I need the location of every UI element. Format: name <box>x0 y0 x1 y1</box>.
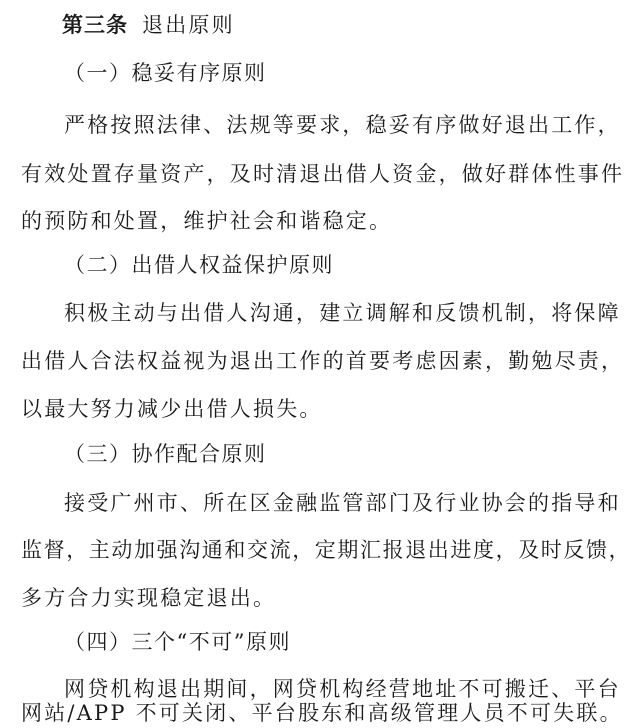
paragraph-line: 网站/APP 不可关闭、平台股东和高级管理人员不可失联。 <box>21 701 623 725</box>
paragraph-line: 网贷机构退出期间，网贷机构经营地址不可搬迁、平台 <box>64 677 621 701</box>
paragraph-line: 多方合力实现稳定退出。 <box>21 586 277 610</box>
paragraph-line: 严格按照法律、法规等要求，稳妥有序做好退出工作， <box>64 113 621 137</box>
section-heading: （四）三个“不可”原则 <box>64 630 291 654</box>
article-title: 退出原则 <box>142 13 235 37</box>
paragraph-line: 接受广州市、所在区金融监管部门及行业协会的指导和 <box>64 491 621 515</box>
paragraph-line: 出借人合法权益视为退出工作的首要考虑因素，勤勉尽责， <box>21 349 625 373</box>
article-heading <box>62 10 235 40</box>
paragraph-line: 监督，主动加强沟通和交流，定期汇报退出进度，及时反馈， <box>21 538 632 562</box>
paragraph-line: 积极主动与出借人沟通，建立调解和反馈机制，将保障 <box>64 301 621 325</box>
paragraph-line: 的预防和处置，维护社会和谐稳定。 <box>21 209 393 233</box>
paragraph-line: 以最大努力减少出借人损失。 <box>21 397 323 421</box>
article-number: 第三条 <box>62 13 128 37</box>
section-heading: （一）稳妥有序原则 <box>64 61 267 85</box>
section-heading: （二）出借人权益保护原则 <box>64 253 334 277</box>
paragraph-line: 有效处置存量资产，及时清退出借人资金，做好群体性事件 <box>21 162 625 186</box>
section-heading: （三）协作配合原则 <box>64 442 267 466</box>
